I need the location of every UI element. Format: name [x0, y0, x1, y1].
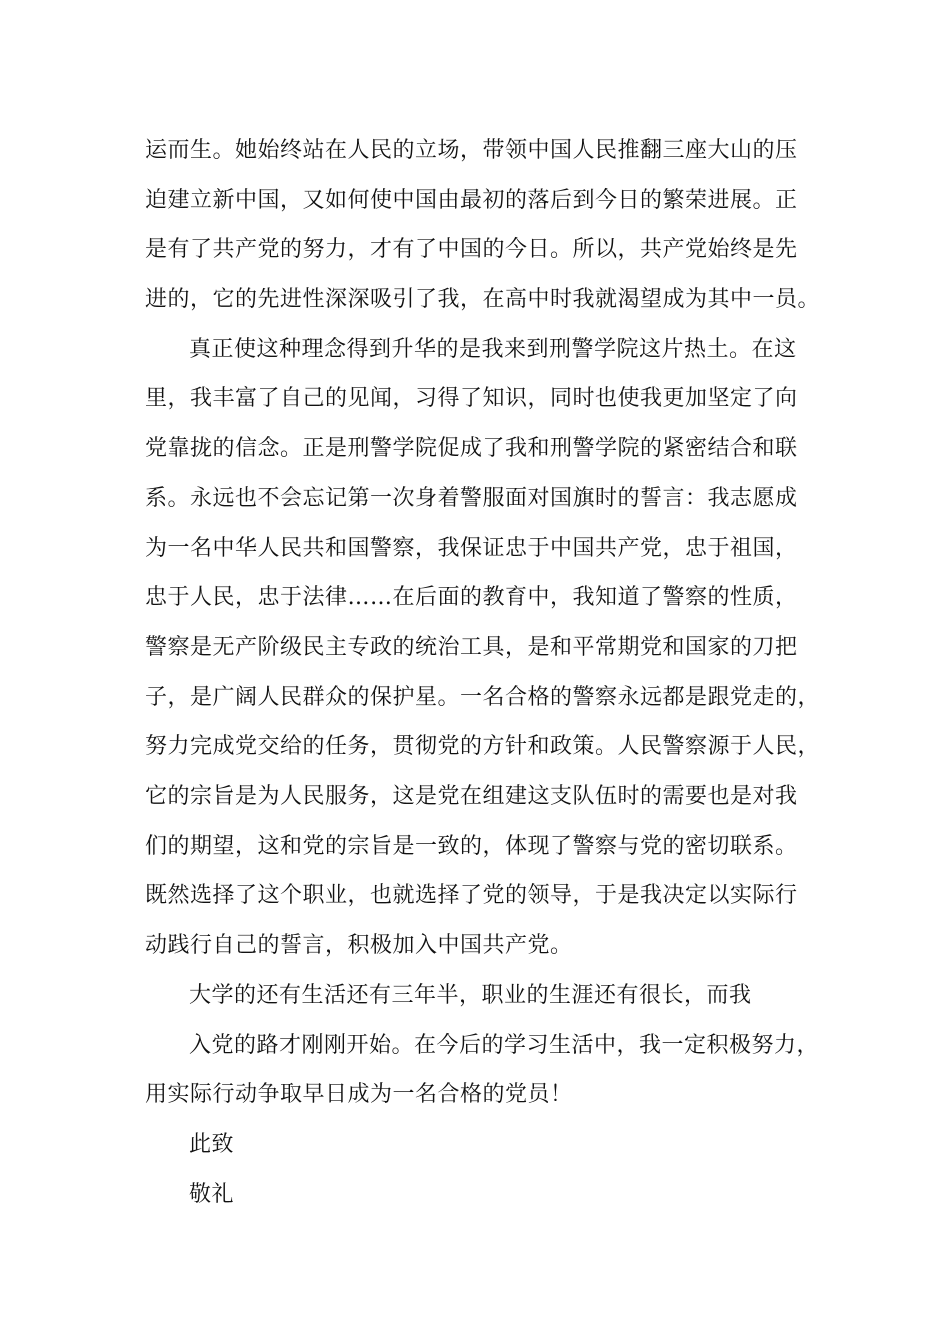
text-line: 它的宗旨是为人民服务，这是党在组建这支队伍时的需要也是对我	[145, 784, 798, 809]
text-line: 为一名中华人民共和国警察，我保证忠于中国共产党，忠于祖国，	[145, 536, 798, 561]
text-line: 忠于人民，忠于法律……在后面的教育中，我知道了警察的性质，	[145, 585, 798, 610]
text-line: 努力完成党交给的任务，贯彻党的方针和政策。人民警察源于人民，	[145, 734, 821, 759]
text-line: 用实际行动争取早日成为一名合格的党员！	[145, 1082, 573, 1107]
paragraph-start-line: 大学的还有生活还有三年半，职业的生涯还有很长，而我	[189, 983, 752, 1008]
text-line: 既然选择了这个职业，也就选择了党的领导，于是我决定以实际行	[145, 883, 798, 908]
text-line: 是有了共产党的努力，才有了中国的今日。所以，共产党始终是先	[145, 237, 798, 262]
text-line: 动践行自己的誓言，积极加入中国共产党。	[145, 933, 573, 958]
text-line: 里，我丰富了自己的见闻，习得了知识，同时也使我更加坚定了向	[145, 386, 798, 411]
closing-salutation: 此致	[189, 1132, 235, 1157]
text-line: 运而生。她始终站在人民的立场，带领中国人民推翻三座大山的压	[145, 138, 798, 163]
closing-greeting: 敬礼	[189, 1182, 235, 1207]
text-line: 们的期望，这和党的宗旨是一致的，体现了警察与党的密切联系。	[145, 834, 798, 859]
text-line: 子，是广阔人民群众的保护星。一名合格的警察永远都是跟党走的，	[145, 685, 821, 710]
text-line: 入党的路才刚刚开始。在今后的学习生活中，我一定积极努力，	[189, 1033, 820, 1058]
text-line: 警察是无产阶级民主专政的统治工具，是和平常期党和国家的刀把	[145, 635, 798, 660]
paragraph-start-line: 真正使这种理念得到升华的是我来到刑警学院这片热土。在这	[189, 337, 797, 362]
text-line: 迫建立新中国，又如何使中国由最初的落后到今日的繁荣进展。正	[145, 188, 798, 213]
text-line: 党靠拢的信念。正是刑警学院促成了我和刑警学院的紧密结合和联	[145, 436, 798, 461]
text-line: 系。永远也不会忘记第一次身着警服面对国旗时的誓言：我志愿成	[145, 486, 798, 511]
text-line: 进的，它的先进性深深吸引了我，在高中时我就渴望成为其中一员。	[145, 287, 821, 312]
